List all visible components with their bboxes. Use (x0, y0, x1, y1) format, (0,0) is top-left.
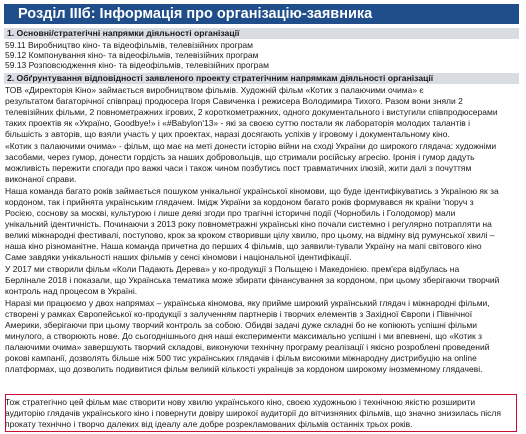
text-line: Росією, соснову за москві, культурою і лише деякі згоди про трагічні історичні події (Чорнобиль і Голодомор) мали (5, 208, 456, 218)
text-line: ТОВ «Директорія Кіно» займається виробництвом фільмів. Художній фільм «Котик з палаючими очима» є (5, 85, 424, 95)
text-line: палаючими очима» завершують творчий складові, виконуючи технічну програму реалізації і якісно розроблені проведений (5, 342, 490, 352)
activity-code-item: 59.11 Виробництво кіно- та відеофільмів, телевізійних програм (5, 40, 253, 50)
text-line: більшість з авторів, що взяли участь у цих проектах, наразі досягають успіхів у ігровому і документальному кіно. (5, 129, 450, 139)
highlighted-text-line: прокату технічно і творчо далеких від ідеалу але добре розрекламованих фільмів останніх трьох років. (5, 419, 413, 429)
text-line: таких проектів як «Україно, Goodbye!» і «#Babylon'13» - які за своєю суттю постали як лабораторія молодих талантів і (5, 118, 471, 128)
text-line: Берлінале 2018 і показали, що Українська тематика може збирати фінансування за кордоном, при цьому зберігаючи творчий (5, 275, 500, 285)
text-line: телевізійних фільми, 2 повнометражних ігрових, 2 короткометражних, одного документального і вистугили співпродюсерами (5, 107, 498, 117)
text-line: кордоном, так і прийнята українським глядачем. Імідж України за кордоном багато років формувався як країни 'поруч з (5, 197, 474, 207)
text-line: Наразі ми працюємо у двох напрямах – українська кіномова, яку прийме широкий український глядач і міжнародні фільми, (5, 298, 490, 308)
section-banner-title: Розділ ІІІб: Інформація про організацію-заявника (4, 4, 519, 24)
section2-heading: 2. Обґрунтування відповідності заявленого проекту стратегічним напрямкам діяльності організації (4, 73, 519, 84)
text-line: контроль над процесом в Україні. (5, 286, 138, 296)
text-line: Америки, зберігаючи при цьому творчий контроль за собою. Обидві задачі дуже складні бо не копіюють успішні фільми (5, 320, 478, 330)
text-line: минулого, а створюють нове. До сьогоднішнього дня наші експерименти максимально успішні і ми впевнені, що «Котик з (5, 331, 483, 341)
text-line: результатом багаторічної співпраці продюсера Ігоря Савиченка і режисера Володимира Тихого. Разом вони зняли 2 (5, 96, 463, 106)
text-line: Саме завдяки унікальності наших фільмів у сенсі кіномови і національної ідентифікації. (5, 252, 352, 262)
highlighted-text-line: аудиторію глядачів українського кіно і повернути довіру широкої аудиторії до вітчизняних фільмів, що значно знизилась після (5, 408, 501, 418)
text-line: виконаної справи. (5, 174, 77, 184)
text-line: можливість пережити спогади про важкі часи і також чином позбутись пост травматичних ілюзій, жити далі з почуттям (5, 163, 472, 173)
text-line: наша кіно різноманітне. Наша команда причетна до перших 4 фільмів, що заявили-тували Україну на мапі світового кіно (5, 241, 482, 251)
text-line: великі міжнародні фестивалі, поступово, крок за кроком створивши цілу хвилю, про цьому, на відміну від румунської хвилі – (5, 230, 495, 240)
text-line: Наша команда багато років займається пошуком унікальної української кіномови, що буде ідентифікуватись з Україною як за (5, 186, 499, 196)
text-line: «Котик з палаючими очима» - фільм, що має на меті донести історію війни на сході України до широкого глядача: художніми (5, 141, 497, 151)
section1-heading: 1. Основні/стратегічні напрямки діяльності організації (4, 28, 519, 39)
text-line: створені у рамках Європейської ко-продукції з залученням партнерів і творчих елементів з Західної Європи і Північної (5, 309, 473, 319)
text-line: засобами, через гумор, донести гордість за наших добровольців, що стримали російську агресію. Іронія і гумор дадуть (5, 152, 475, 162)
text-line: рокові кампанії, дозволять більше ніж 500 тис українських глядачів і фільм високими міжнародну дистрибуцію на online (5, 353, 477, 363)
text-line: унікальний ідентичність. Починаючи з 2013 року повнометражні українські кіно почали системно і регулярно потрапляти на (5, 219, 492, 229)
activity-code-item: 59.12 Компонування кіно- та відеофільмів, телевізійних програм (5, 50, 259, 60)
text-line: У 2017 ми створили фільм «Коли Падають Дерева» у ко-продукції з Польщею і Македонією. прем'єра відбулась на (5, 264, 460, 274)
activity-code-item: 59.13 Розповсюдження кіно- та відеофільмів, телевізійних програм (5, 60, 269, 70)
highlighted-text-line: Тож стратегічно цей фільм має створити нову хвилю українського кіно, своєю художньою і технічною якістю розширити (5, 397, 476, 407)
text-line: платформах, що дозволить подивитися фільм великій кількості українців за кордоном широкому інозмемному глядачеві. (5, 364, 483, 374)
red-highlight-box (5, 394, 517, 432)
